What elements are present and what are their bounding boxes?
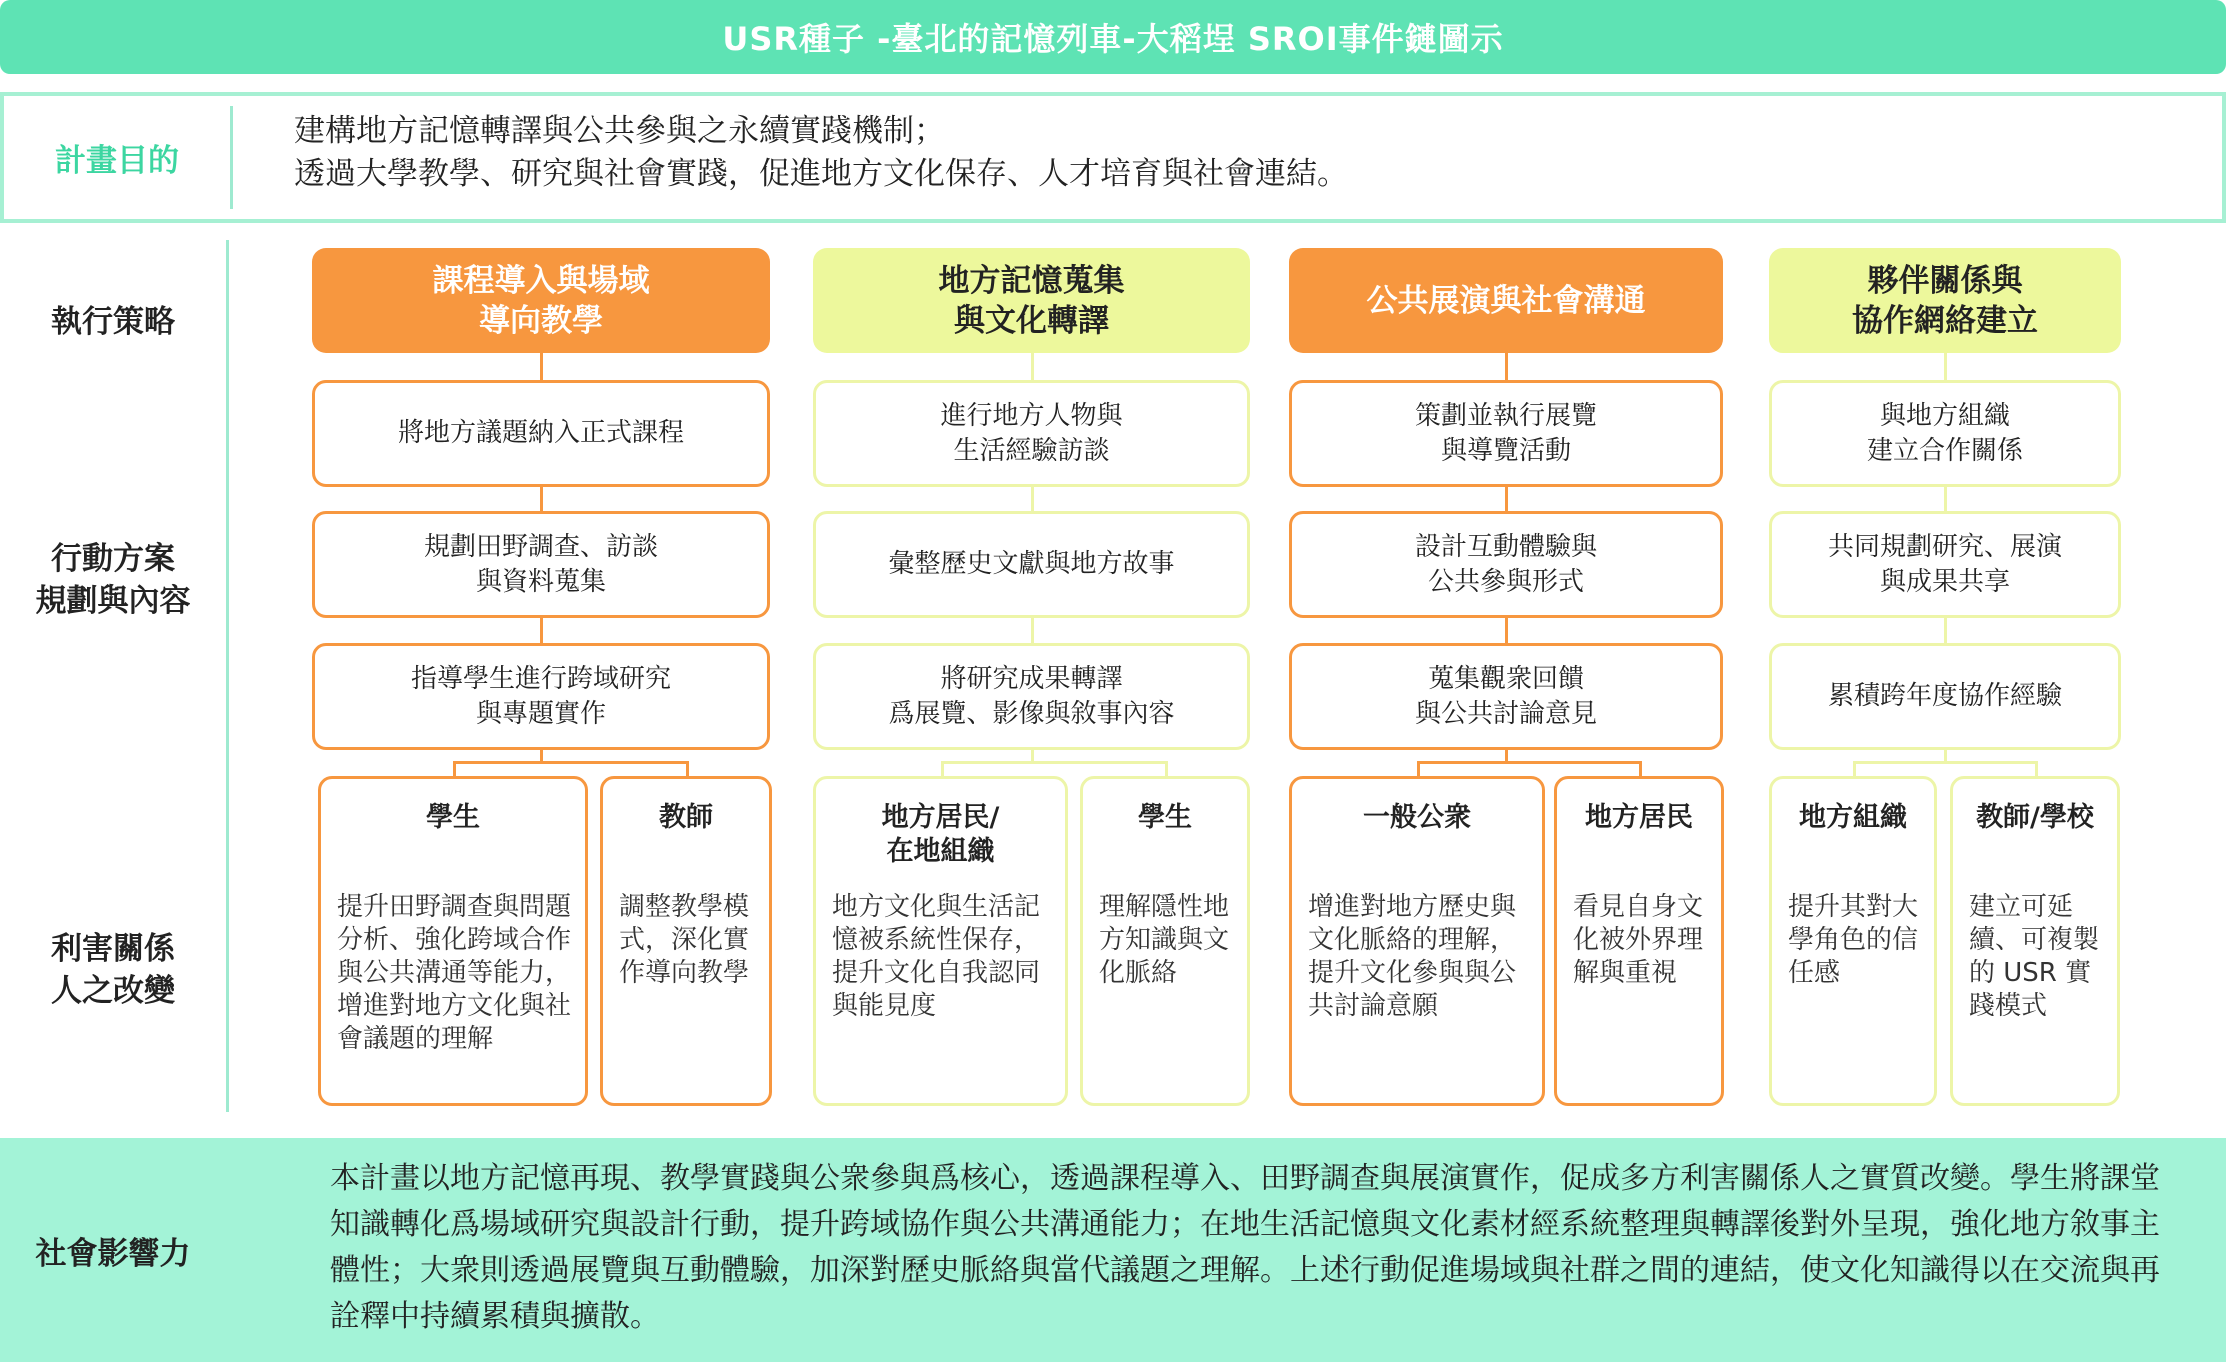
connector-line: [1417, 761, 1642, 764]
stakeholder-box: [318, 776, 588, 1106]
action-box: 共同規劃研究、展演 與成果共享: [1769, 511, 2121, 618]
connector-line: [1853, 761, 2038, 764]
connector-line: [1853, 761, 1856, 776]
stakeholder-change: 看見自身文化被外界理解與重視: [1573, 892, 1704, 988]
diagram-title: USR種子 -臺北的記憶列車-大稻埕 SROI事件鏈圖示: [0, 0, 2226, 74]
stakeholder-box: [1554, 776, 1724, 1106]
row-label-actions: 行動方案 規劃與內容: [35, 541, 191, 619]
stakeholder-change: 提升其對大學角色的信任感: [1788, 892, 1919, 988]
purpose-label: 計畫目的: [55, 143, 179, 179]
stakeholder-title: 地方組織: [1799, 802, 1907, 833]
stakeholder-box: [813, 776, 1068, 1106]
connector-line: [686, 761, 689, 776]
strategy-heading: 課程導入與場域 導向教學: [312, 248, 770, 353]
stakeholder-title: 學生: [1138, 802, 1192, 833]
stakeholder-title: 地方居民: [1585, 802, 1693, 833]
impact-text: 本計畫以地方記憶再現、教學實踐與公衆參與爲核心，透過課程導入、田野調查與展演實作，促成多方利害關係人之實質改變。學生將課堂知識轉化爲場域研究與設計行動，提升跨域協作與公共溝通能力；在地生活記憶與文化素材經系統整理與轉譯後對外呈現，強化地方敘事主體性；大衆則透過展覽與互動體驗，加深對歷史脈絡與當代議題之理解。上述行動促進場域與社群之間的連結，使文化知識得以在交流與再詮釋中持續累積與擴散。: [330, 1161, 2160, 1334]
action-box: 指導學生進行跨域研究 與專題實作: [312, 643, 770, 750]
stakeholder-change: 建立可延續、可複製的 USR 實踐模式: [1969, 892, 2100, 1021]
stakeholder-box: [1769, 776, 1937, 1106]
stakeholder-title: 一般公衆: [1363, 802, 1471, 833]
stakeholder-change: 提升田野調查與問題分析、強化跨域合作與公共溝通等能力，增進對地方文化與社會議題的理解: [337, 892, 572, 1054]
stakeholder-change: 理解隱性地方知識與文化脈絡: [1099, 892, 1230, 988]
strategy-heading: 夥伴關係與 協作網絡建立: [1769, 248, 2121, 353]
action-box: 規劃田野調查、訪談 與資料蒐集: [312, 511, 770, 618]
connector-line: [941, 761, 944, 776]
action-box: 將研究成果轉譯 爲展覽、影像與敘事內容: [813, 643, 1250, 750]
stakeholder-change: 地方文化與生活記憶被系統性保存，提升文化自我認同與能見度: [832, 892, 1041, 1021]
action-box: 進行地方人物與 生活經驗訪談: [813, 380, 1250, 487]
action-box: 策劃並執行展覽 與導覽活動: [1289, 380, 1723, 487]
stakeholder-box: [1080, 776, 1250, 1106]
connector-line: [1639, 761, 1642, 776]
impact-label: 社會影響力: [35, 1235, 191, 1272]
connector-line: [453, 761, 456, 776]
purpose-divider: [230, 106, 233, 209]
stakeholder-title: 教師/學校: [1976, 802, 2094, 833]
connector-line: [1165, 761, 1168, 776]
connector-line: [1417, 761, 1420, 776]
action-box: 將地方議題納入正式課程: [312, 380, 770, 487]
stakeholder-box: [1950, 776, 2120, 1106]
stakeholder-title: 地方居民/ 在地組織: [881, 802, 1000, 867]
action-box: 累積跨年度協作經驗: [1769, 643, 2121, 750]
purpose-text: [294, 110, 2194, 196]
row-label-strategy: 執行策略: [51, 304, 175, 340]
strategy-heading: 公共展演與社會溝通: [1289, 248, 1723, 353]
purpose-line-2: 透過大學教學、研究與社會實踐，促進地方文化保存、人才培育與社會連結。: [294, 156, 1348, 192]
strategy-heading: 地方記憶蒐集 與文化轉譯: [813, 248, 1250, 353]
stakeholder-title: 教師: [659, 802, 713, 833]
stakeholder-title: 學生: [426, 802, 480, 833]
stakeholder-box: [1289, 776, 1545, 1106]
action-box: 彙整歷史文獻與地方故事: [813, 511, 1250, 618]
purpose-line-1: 建構地方記憶轉譯與公共參與之永續實踐機制；: [294, 113, 945, 149]
action-box: 設計互動體驗與 公共參與形式: [1289, 511, 1723, 618]
connector-line: [453, 761, 689, 764]
connector-line: [941, 761, 1168, 764]
row-label-stakeholders: 利害關係 人之改變: [51, 931, 175, 1009]
stakeholder-box: [600, 776, 772, 1106]
purpose-panel: [0, 92, 2226, 223]
action-box: 與地方組織 建立合作關係: [1769, 380, 2121, 487]
stakeholder-change: 調整教學模式，深化實作導向教學: [619, 892, 750, 988]
impact-panel: [0, 1138, 2226, 1362]
stakeholder-change: 增進對地方歷史與文化脈絡的理解，提升文化參與與公共討論意願: [1308, 892, 1517, 1021]
action-box: 蒐集觀衆回饋 與公共討論意見: [1289, 643, 1723, 750]
connector-line: [2035, 761, 2038, 776]
row-divider: [226, 240, 229, 1112]
